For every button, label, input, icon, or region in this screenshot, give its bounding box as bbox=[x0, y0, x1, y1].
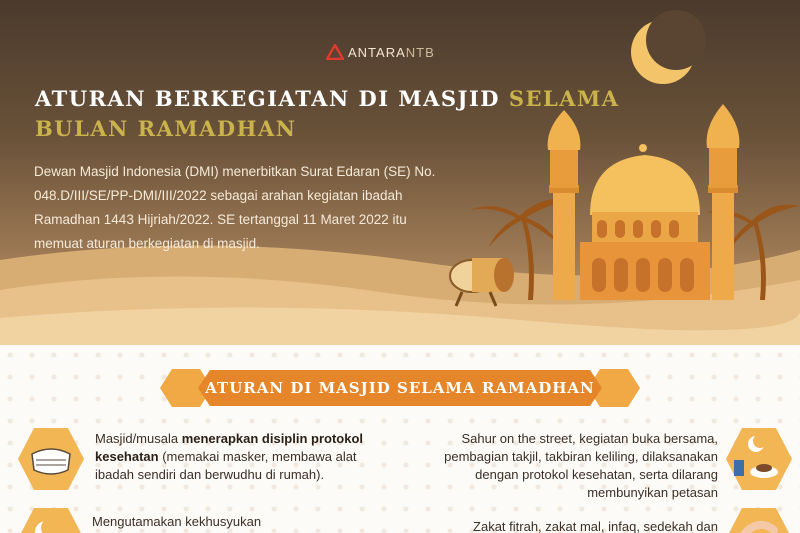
logo-suffix: NTB bbox=[405, 44, 435, 60]
rule-left-1 bbox=[95, 430, 395, 484]
iftar-meal-icon bbox=[724, 424, 794, 494]
crescent-moon-icon bbox=[631, 10, 706, 84]
face-mask-icon bbox=[16, 424, 86, 494]
antara-logo-icon bbox=[326, 44, 344, 60]
section-banner bbox=[160, 367, 640, 409]
rule-left-1-post: (memakai masker, membawa alat ibadah sendiri dan berwudhu di rumah). bbox=[95, 449, 357, 482]
rule-left-1-bold: menerapkan disiplin protokol kesehatan bbox=[95, 431, 364, 464]
banner-title: ATURAN DI MASJID SELAMA RAMADHAN bbox=[205, 379, 595, 397]
rule-right-1: Sahur on the street, kegiatan buka bersama, pembagian takjil, takbiran keliling, dilaksanakan dengan protokol kesehatan, serta dilarang membunyikan petasan bbox=[444, 431, 718, 500]
rule-left-2: Mengutamakan kekhusyukan bbox=[92, 514, 262, 529]
title-line1-gold: SELAMA bbox=[508, 86, 620, 111]
rule-left-1-pre: Masjid/musala bbox=[95, 431, 182, 446]
title-line1-white: ATURAN BERKEGIATAN DI MASJID bbox=[35, 86, 501, 111]
page-title bbox=[35, 84, 620, 144]
rule-right-2: Zakat fitrah, zakat mal, infaq, sedekah dan bbox=[473, 519, 718, 533]
crescent-star-icon bbox=[16, 504, 86, 533]
title-line2: BULAN RAMADHAN bbox=[35, 116, 297, 141]
logo-brand: ANTARA bbox=[348, 44, 406, 60]
antara-logo bbox=[326, 44, 435, 60]
giving-hands-icon bbox=[724, 504, 794, 533]
intro-paragraph: Dewan Masjid Indonesia (DMI) menerbitkan Surat Edaran (SE) No. 048.D/III/SE/PP-DMI/III/2022 sebagai arahan kegiatan ibadah Ramadhan 1443 Hijriah/2022. SE tertanggal 11 Maret 2022 itu memuat aturan berkegiatan di masjid. bbox=[34, 164, 436, 251]
